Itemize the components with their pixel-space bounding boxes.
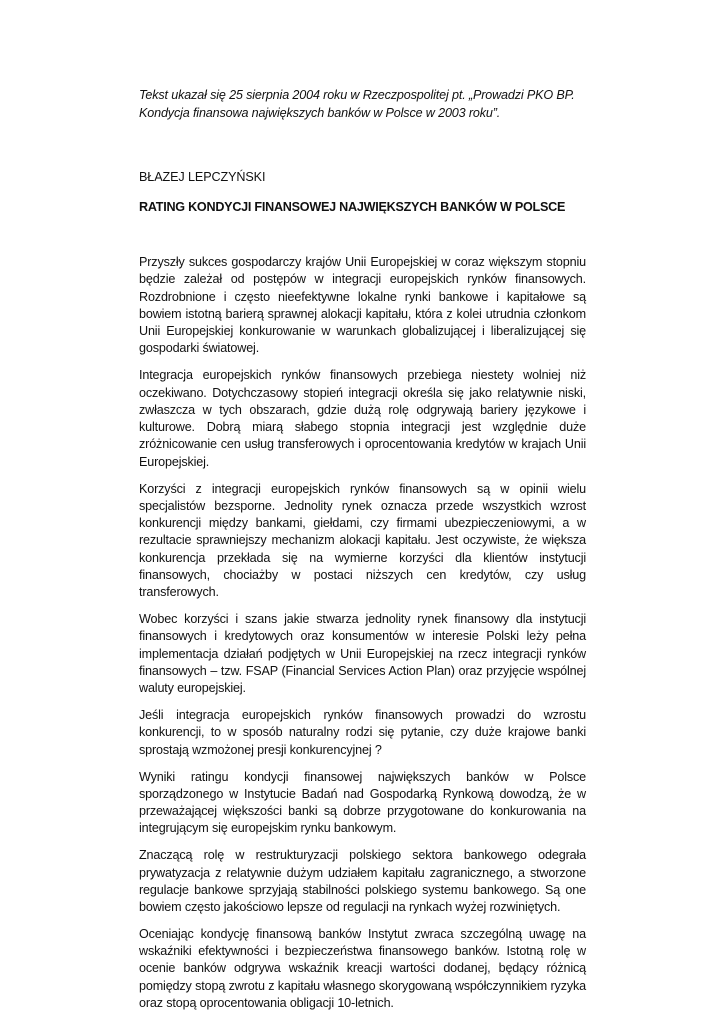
paragraph: Oceniając kondycję finansową banków Instytut zwraca szczególną uwagę na wskaźniki efektywności i bezpieczeństwa finansowego banków. Istotną rolę w ocenie banków odgrywa wskaźnik kreacji wartości dodanej, będący różnicą pomiędzy stopą zwrotu z kapitału własnego skorygowaną współczynnikiem ryzyka oraz stopą oprocentowania obligacji 10-letnich. [139,926,586,1011]
paragraph: Korzyści z integracji europejskich rynków finansowych są w opinii wielu specjalistów bezsporne. Jednolity rynek oznacza przede wszystkich wzrost konkurencji między bankami, giełdami, czy firmami ubezpieczeniowymi, a w rezultacie sprawniejszy mechanizm alokacji kapitału. Jest oczywiste, że większa konkurencja przekłada się na wymierne korzyści dla klientów instytucji finansowych, chociażby w postaci niższych cen kredytów, czy usług transferowych. [139,481,586,600]
paragraph: Znaczącą rolę w restrukturyzacji polskiego sektora bankowego odegrała prywatyzacja z relatywnie dużym udziałem kapitału zagranicznego, a stworzone regulacje bankowe sprzyjają stabilności polskiego systemu bankowego. Są one bowiem często jakościowo lepsze od regulacji na rynkach wyżej rozwiniętych. [139,848,586,915]
article-body [139,254,586,1012]
author-name: BŁAZEJ LEPCZYŃSKI [139,170,266,184]
paragraph: Przyszły sukces gospodarczy krajów Unii Europejskiej w coraz większym stopniu będzie zależał od postępów w integracji europejskich rynków finansowych. Rozdrobnione i często nieefektywne lokalne rynki bankowe i kapitałowe są bowiem istotną barierą sprawnej alokacji kapitału, która z kolei utrudnia członkom Unii Europejskiej konkurowanie w warunkach globalizującej i liberalizującej się gospodarki światowej. [139,255,586,356]
paragraph: Wobec korzyści i szans jakie stwarza jednolity rynek finansowy dla instytucji finansowych i kredytowych oraz konsumentów w interesie Polski leży pełna implementacja działań podjętych w Unii Europejskiej na rzecz integracji rynków finansowych – tzw. FSAP (Financial Services Action Plan) oraz przyjęcie wspólnej waluty europejskiej. [139,612,586,696]
article-title: RATING KONDYCJI FINANSOWEJ NAJWIĘKSZYCH BANKÓW W POLSCE [139,200,566,214]
paragraph: Integracja europejskich rynków finansowych przebiega niestety wolniej niż oczekiwano. Dotychczasowy stopień integracji określa się jako relatywnie niski, zwłaszcza w tych obszarach, gdzie dużą rolę odgrywają bariery językowe i kulturowe. Dobrą miarą słabego stopnia integracji jest względnie duże zróżnicowanie cen usług transferowych i oprocentowania kredytów w krajach Unii Europejskiej. [139,368,586,469]
publication-note: Tekst ukazał się 25 sierpnia 2004 roku w Rzeczpospolitej pt. „Prowadzi PKO BP. Kondycja finansowa największych banków w Polsce w 2003 roku”. [139,88,575,120]
document-page [139,86,586,1022]
paragraph: Wyniki ratingu kondycji finansowej największych banków w Polsce sporządzonego w Instytucie Badań nad Gospodarką Rynkową dowodzą, że w przeważającej większości banki są dobrze przygotowane do konkurowania na integrującym się europejskim rynku bankowym. [139,769,586,836]
paragraph: Jeśli integracja europejskich rynków finansowych prowadzi do wzrostu konkurencji, to w sposób naturalny rodzi się pytanie, czy duże krajowe banki sprostają wzmożonej presji konkurencyjnej ? [139,708,586,757]
